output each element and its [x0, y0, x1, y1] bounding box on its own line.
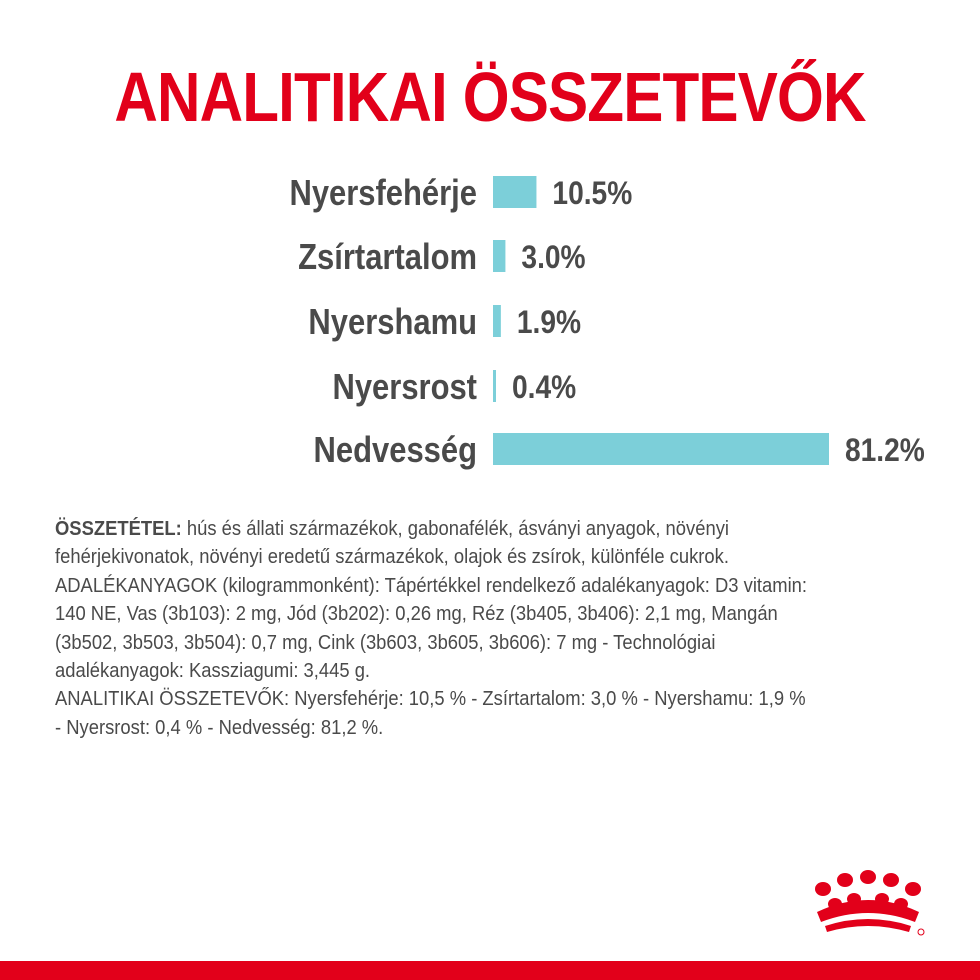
composition-label: ÖSSZETÉTEL: — [55, 518, 182, 540]
value-label: 1.9% — [516, 305, 582, 341]
composition-line-8: - Nyersrost: 0,4 % - Nedvesség: 81,2 %. — [55, 716, 384, 739]
composition-line-1: ÖSSZETÉTEL: hús és állati származékok, gabonafélék, ásványi anyagok, növényi — [55, 518, 729, 540]
category-label: Nyershamu — [308, 302, 477, 343]
value-label: 10.5% — [552, 176, 633, 212]
bar — [493, 176, 536, 208]
value-label: 3.0% — [521, 240, 586, 276]
category-label: Nedvesség — [313, 430, 477, 471]
bar — [493, 240, 505, 272]
bar — [493, 305, 501, 337]
royal-canin-crown-icon — [805, 866, 930, 938]
composition-line-4: 140 NE, Vas (3b103): 2 mg, Jód (3b202): 0,26 mg, Réz (3b405, 3b406): 2,1 mg, Mangán — [55, 603, 778, 626]
value-label: 0.4% — [512, 370, 577, 406]
composition-line-6: adalékanyagok: Kassziagumi: 3,445 g. — [55, 660, 371, 683]
bar — [493, 370, 496, 402]
bar — [493, 433, 829, 465]
bottom-red-bar — [0, 961, 980, 980]
composition-line-5: (3b502, 3b503, 3b504): 0,7 mg, Cink (3b603, 3b605, 3b606): 7 mg - Technológiai — [55, 631, 716, 654]
category-label: Nyersfehérje — [289, 173, 477, 214]
category-label: Zsírtartalom — [298, 237, 477, 278]
category-label: Nyersrost — [332, 367, 477, 408]
composition-line-3: ADALÉKANYAGOK (kilogrammonként): Tápértékkel rendelkező adalékanyagok: D3 vitamin: — [55, 574, 808, 597]
analytical-bar-chart — [0, 160, 980, 480]
composition-line-2: fehérjekivonatok, növényi eredetű származékok, olajok és zsírok, különféle cukrok. — [55, 546, 729, 569]
page-title: ANALITIKAI ÖSSZETEVŐK — [114, 58, 866, 136]
composition-line-7: ANALITIKAI ÖSSZETEVŐK: Nyersfehérje: 10,5 % - Zsírtartalom: 3,0 % - Nyershamu: 1,9 % — [55, 688, 806, 711]
composition-text — [55, 515, 865, 742]
value-label: 81.2% — [845, 433, 925, 469]
